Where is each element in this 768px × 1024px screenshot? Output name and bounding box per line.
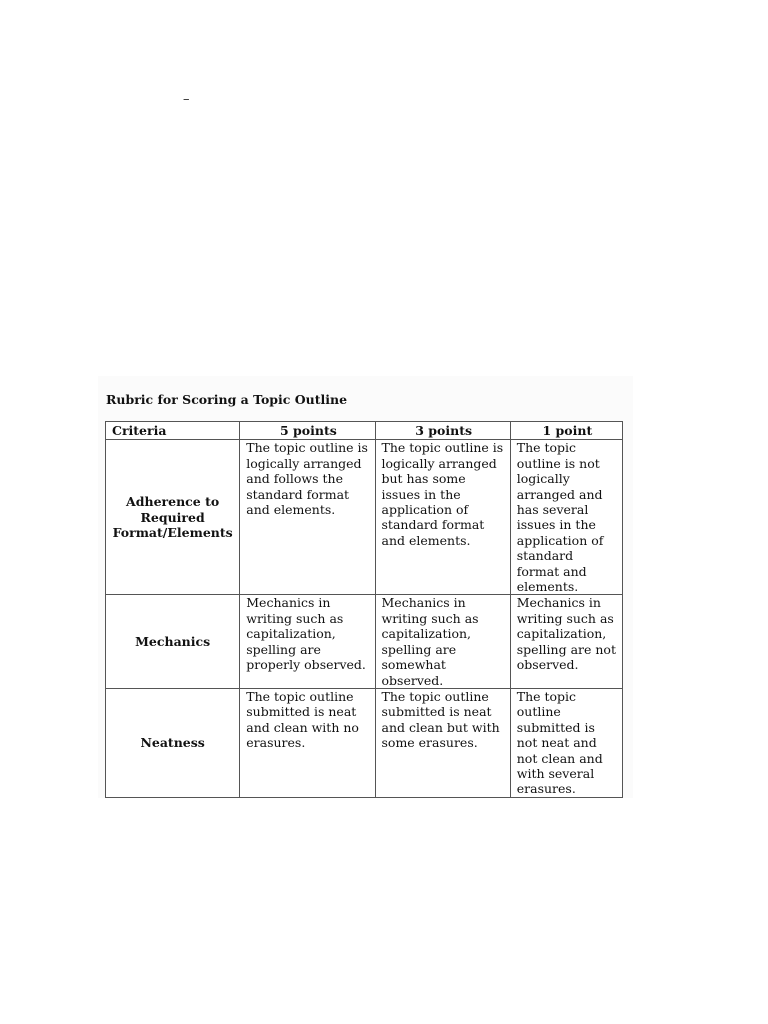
table-cell: The topic outline submitted is neat and clean but with some erasures. bbox=[375, 688, 510, 797]
criterion-format: Adherence to Required Format/Elements bbox=[106, 440, 240, 595]
table-row bbox=[106, 595, 623, 688]
criterion-neatness: Neatness bbox=[106, 688, 240, 797]
header-3-points: 3 points bbox=[375, 422, 510, 440]
table-cell: The topic outline is logically arranged but has some issues in the application of standard format and elements. bbox=[375, 440, 510, 595]
header-criteria: Criteria bbox=[106, 422, 240, 440]
table-cell: The topic outline is not logically arranged and has several issues in the application of standard format and elements. bbox=[510, 440, 622, 595]
table-row bbox=[106, 688, 623, 797]
rubric-table bbox=[105, 421, 623, 798]
table-cell: The topic outline submitted is neat and clean with no erasures. bbox=[240, 688, 375, 797]
rubric-header-row bbox=[106, 422, 623, 440]
stray-dash-mark: – bbox=[183, 92, 190, 107]
criterion-mechanics: Mechanics bbox=[106, 595, 240, 688]
table-cell: Mechanics in writing such as capitalization, spelling are properly observed. bbox=[240, 595, 375, 688]
table-cell: Mechanics in writing such as capitalization, spelling are somewhat observed. bbox=[375, 595, 510, 688]
header-1-point: 1 point bbox=[510, 422, 622, 440]
header-5-points: 5 points bbox=[240, 422, 375, 440]
table-cell: The topic outline submitted is not neat and not clean and with several erasures. bbox=[510, 688, 622, 797]
table-row bbox=[106, 440, 623, 595]
rubric-title: Rubric for Scoring a Topic Outline bbox=[106, 392, 348, 407]
table-cell: The topic outline is logically arranged and follows the standard format and elements. bbox=[240, 440, 375, 595]
rubric-section bbox=[98, 376, 633, 798]
table-cell: Mechanics in writing such as capitalization, spelling are not observed. bbox=[510, 595, 622, 688]
